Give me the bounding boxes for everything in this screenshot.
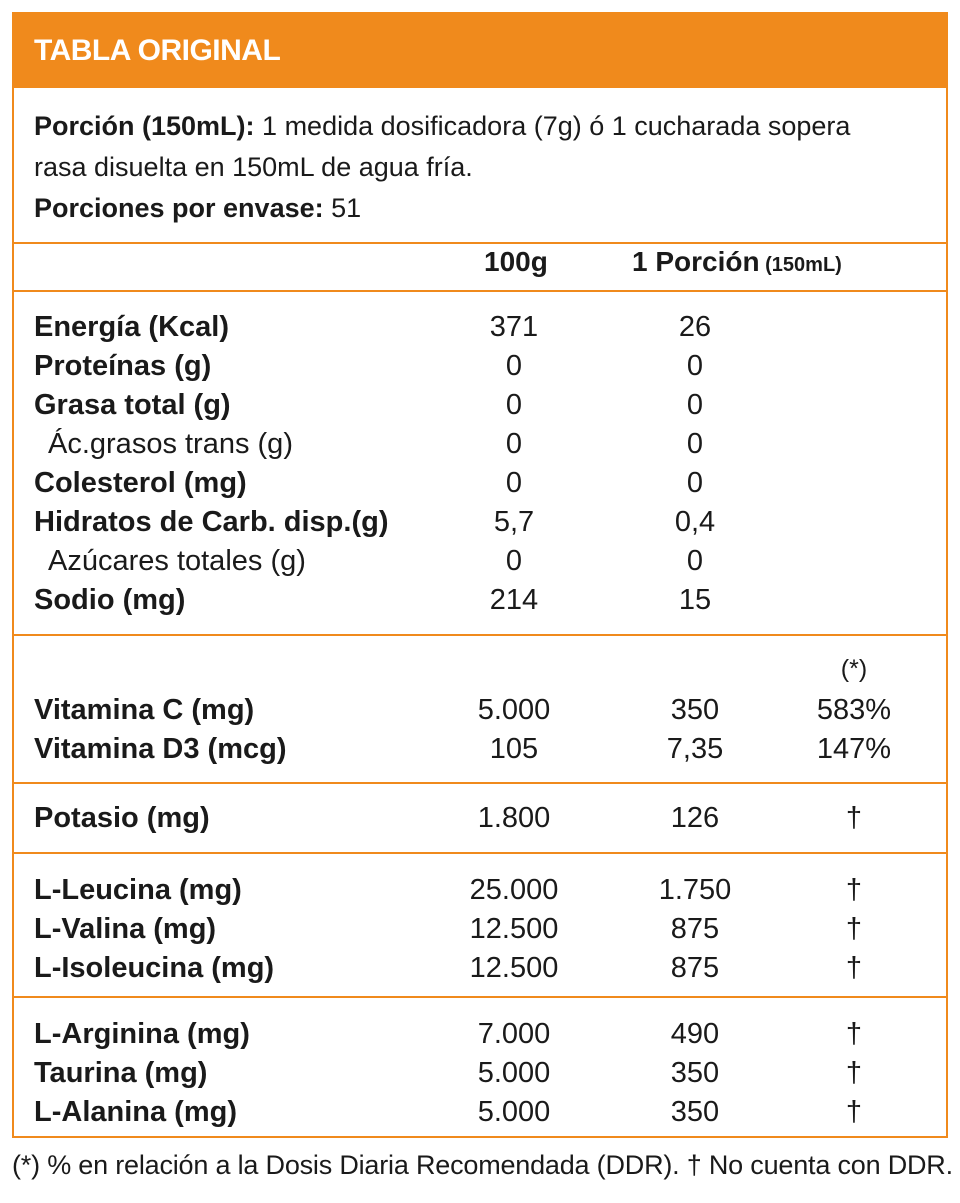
column-header — [14, 244, 946, 292]
nutrient-name: L-Arginina (mg) — [34, 1018, 250, 1050]
value-per-portion: 1.750 — [658, 874, 732, 906]
nutrient-section — [14, 784, 946, 854]
nutrient-name: L-Alanina (mg) — [34, 1096, 237, 1128]
value-per-portion: 0 — [686, 467, 704, 499]
value-per-portion: 0 — [686, 545, 704, 577]
nutrient-row — [14, 1093, 946, 1131]
value-per-100g: 7.000 — [477, 1018, 551, 1050]
value-per-100g: 214 — [489, 584, 539, 616]
nutrient-row — [14, 910, 946, 948]
nutrient-row — [14, 691, 946, 729]
value-per-100g: 12.500 — [469, 952, 559, 984]
value-per-portion: 0,4 — [674, 506, 716, 538]
nutrient-name: Potasio (mg) — [34, 802, 210, 834]
value-per-portion: 0 — [686, 350, 704, 382]
value-per-100g: 0 — [505, 389, 523, 421]
value-per-portion: 15 — [678, 584, 712, 616]
footnote: (*) % en relación a la Dosis Diaria Recomendada (DDR). † No cuenta con DDR. — [12, 1150, 953, 1180]
value-per-portion: 126 — [670, 802, 720, 834]
value-ddr: † — [845, 1057, 863, 1089]
nutrient-row — [14, 730, 946, 768]
value-ddr: † — [845, 802, 863, 834]
portion-text-1: 1 medida dosificadora (7g) ó 1 cucharada sopera — [254, 111, 851, 141]
value-per-portion: 875 — [670, 952, 720, 984]
portion-label: Porción (150mL): — [34, 111, 255, 141]
nutrient-row — [14, 347, 946, 385]
nutrient-row — [14, 1015, 946, 1053]
value-ddr: † — [845, 952, 863, 984]
value-per-100g: 5.000 — [477, 694, 551, 726]
value-per-portion: 350 — [670, 1057, 720, 1089]
nutrient-name: Taurina (mg) — [34, 1057, 208, 1089]
table-title: TABLA ORIGINAL — [14, 14, 946, 88]
value-per-100g: 0 — [505, 350, 523, 382]
nutrient-section — [14, 292, 946, 636]
ddr-marker: (*) — [840, 655, 868, 683]
nutrient-name: Azúcares totales (g) — [48, 545, 306, 577]
column-portion-unit: (150mL) — [759, 254, 842, 276]
nutrient-row — [14, 425, 946, 463]
column-portion-label: 1 Porción — [632, 246, 760, 277]
nutrient-row — [14, 503, 946, 541]
portion-text-2: rasa disuelta en 150mL de agua fría. — [34, 152, 473, 182]
nutrient-row — [14, 308, 946, 346]
value-per-portion: 875 — [670, 913, 720, 945]
nutrient-row — [14, 542, 946, 580]
value-per-100g: 0 — [505, 467, 523, 499]
value-ddr: † — [845, 1096, 863, 1128]
serving-info — [14, 88, 946, 244]
nutrient-name: L-Valina (mg) — [34, 913, 217, 945]
value-per-100g: 25.000 — [469, 874, 559, 906]
nutrient-section — [14, 854, 946, 998]
nutrient-name: Vitamina D3 (mcg) — [34, 733, 287, 765]
value-per-portion: 490 — [670, 1018, 720, 1050]
value-per-100g: 0 — [505, 545, 523, 577]
value-per-100g: 5.000 — [477, 1057, 551, 1089]
value-ddr: 583% — [816, 694, 892, 726]
value-ddr: † — [845, 874, 863, 906]
nutrient-row — [14, 464, 946, 502]
nutrient-name: L-Isoleucina (mg) — [34, 952, 275, 984]
nutrient-name: Proteínas (g) — [34, 350, 212, 382]
nutrient-sections — [14, 292, 946, 1137]
value-per-portion: 350 — [670, 1096, 720, 1128]
nutrient-row — [14, 799, 946, 837]
value-ddr: † — [845, 1018, 863, 1050]
nutrient-row — [14, 1054, 946, 1092]
nutrient-row — [14, 871, 946, 909]
servings-label: Porciones por envase: — [34, 193, 324, 223]
value-per-100g: 5.000 — [477, 1096, 551, 1128]
nutrient-row — [14, 581, 946, 619]
nutrient-name: Vitamina C (mg) — [34, 694, 255, 726]
nutrient-section — [14, 998, 946, 1137]
servings-value: 51 — [323, 193, 362, 223]
nutrient-name: Hidratos de Carb. disp.(g) — [34, 506, 389, 538]
portion-line — [34, 106, 926, 147]
nutrient-row — [14, 949, 946, 987]
value-ddr: † — [845, 913, 863, 945]
nutrient-name: Sodio (mg) — [34, 584, 186, 616]
servings-line — [34, 188, 926, 229]
nutrient-name: Ác.grasos trans (g) — [48, 428, 293, 460]
nutrient-row — [14, 386, 946, 424]
value-per-portion: 7,35 — [666, 733, 724, 765]
nutrient-name: Grasa total (g) — [34, 389, 231, 421]
value-per-portion: 0 — [686, 428, 704, 460]
value-per-portion: 350 — [670, 694, 720, 726]
nutrient-name: Colesterol (mg) — [34, 467, 247, 499]
value-per-100g: 371 — [489, 311, 539, 343]
nutrition-table — [12, 12, 948, 1138]
nutrient-name: L-Leucina (mg) — [34, 874, 242, 906]
nutrient-section — [14, 636, 946, 784]
value-ddr: 147% — [816, 733, 892, 765]
value-per-100g: 5,7 — [493, 506, 535, 538]
column-100g: 100g — [484, 246, 548, 277]
value-per-100g: 0 — [505, 428, 523, 460]
column-portion — [632, 246, 842, 278]
nutrient-name: Energía (Kcal) — [34, 311, 229, 343]
value-per-100g: 12.500 — [469, 913, 559, 945]
value-per-100g: 1.800 — [477, 802, 551, 834]
value-per-portion: 0 — [686, 389, 704, 421]
value-per-portion: 26 — [678, 311, 712, 343]
value-per-100g: 105 — [489, 733, 539, 765]
